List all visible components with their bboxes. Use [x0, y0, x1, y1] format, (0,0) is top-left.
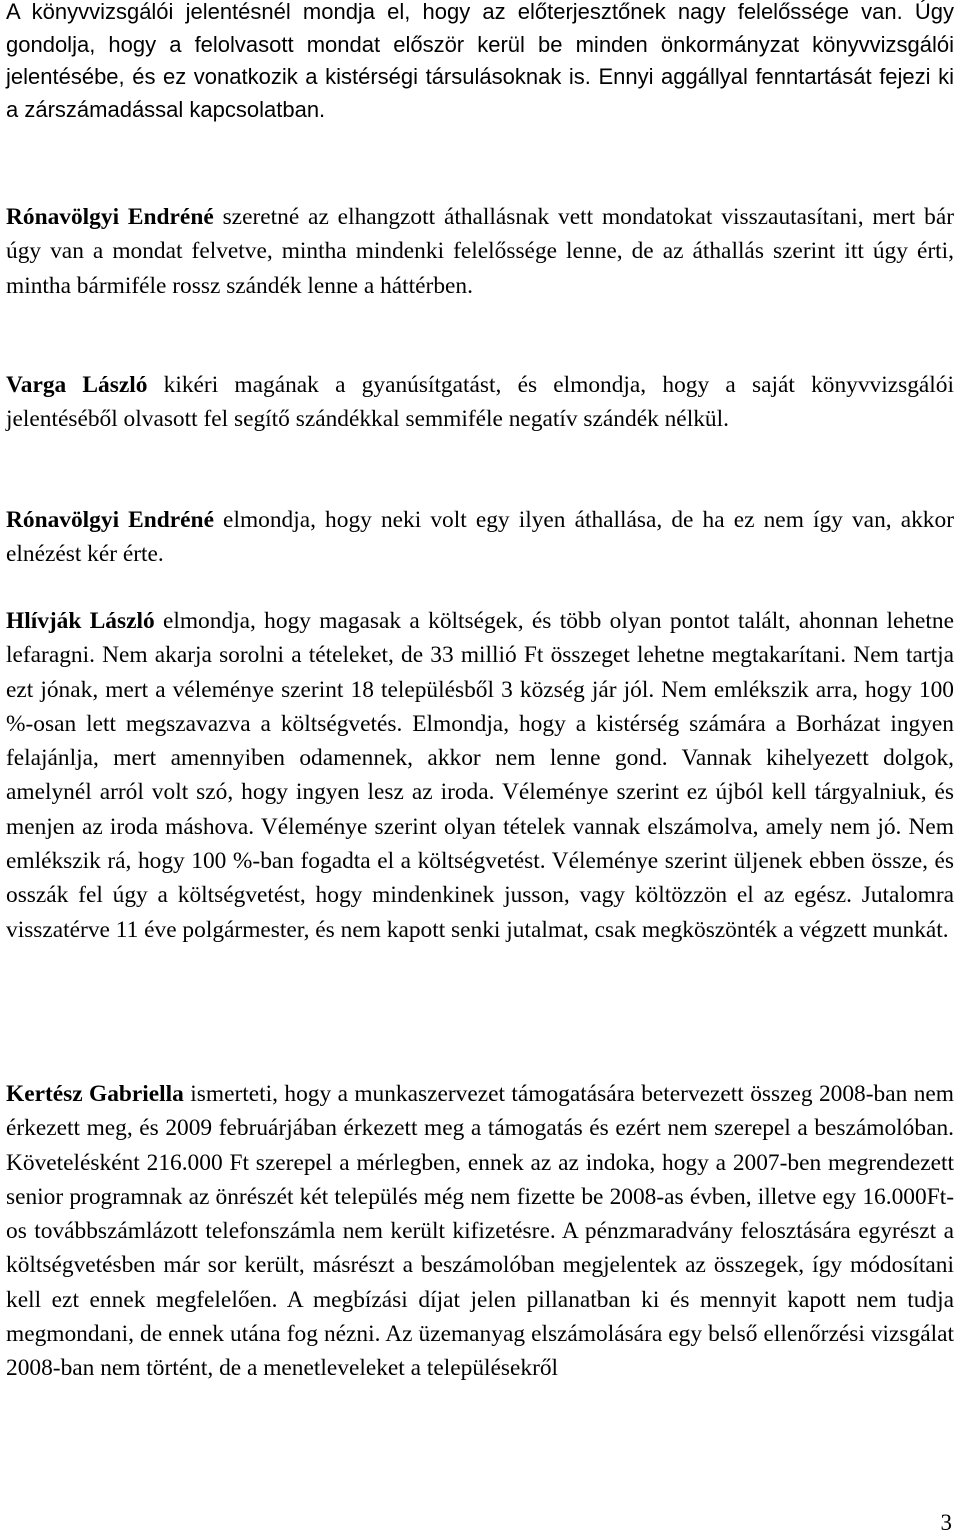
paragraph-ronavolgyi-1	[6, 200, 954, 303]
speaker-name: Kertész Gabriella	[6, 1081, 184, 1107]
speaker-name: Rónavölgyi Endréné	[6, 507, 214, 533]
paragraph-hlivjak	[6, 604, 954, 947]
speaker-name: Varga László	[6, 372, 148, 398]
page-number: 3	[940, 1510, 952, 1535]
paragraph-text: kikéri magának a gyanúsítgatást, és elmondja, hogy a saját könyvvizsgálói jelentéséből olvasott fel segítő szándékkal semmiféle negatív szándék nélkül.	[6, 372, 954, 433]
paragraph-text: szeretné az elhangzott áthallásnak vett mondatokat visszautasítani, mert bár úgy van a mondat felvetve, mintha mindenki felelőssége lenne, de az áthallás szerint itt úgy érti, mintha bármiféle rossz szándék lenne a háttérben.	[6, 204, 954, 299]
paragraph-text: ismerteti, hogy a munkaszervezet támogatására betervezett összeg 2008-ban nem érkezett meg, és 2009 februárjában érkezett meg a támogatás és ezért nem szerepel a beszámolóban. Követelésként 216.000 Ft szerepel a mérlegben, ennek az az indoka, hogy a 2007-ben megrendezett senior programnak az önrészét két település még nem fizette be 2008-as évben, illetve egy 16.000Ft-os továbbszámlázott telefonszámla nem került kifizetésre. A pénzmaradvány felosztására egyrészt a költségvetésben már sor került, másrészt a beszámolóban megjelentek az összegek, így módosítani kell ezt ennek megfelelően. A megbízási díjat jelen pillanatban ki és mennyit kapott nem tudja megmondani, de ennek utána fog nézni. Az üzemanyag elszámolására egy belső ellenőrzési vizsgálat 2008-ban nem történt, de a menetleveleket a településekről	[6, 1081, 954, 1382]
paragraph-ronavolgyi-2	[6, 503, 954, 572]
speaker-name: Rónavölgyi Endréné	[6, 204, 214, 230]
paragraph-audit-remark	[6, 0, 954, 126]
paragraph-text: elmondja, hogy magasak a költségek, és több olyan pontot talált, ahonnan lehetne lefaragni. Nem akarja sorolni a tételeket, de 33 millió Ft összeget lehetne megtakarítani. Nem tartja ezt jónak, mert a véleménye szerint 18 településből 3 község jár jól. Nem emlékszik arra, hogy 100 %-osan lett megszavazva a költségvetés. Elmondja, hogy a kistérség számára a Borházat ingyen felajánlja, mert amennyiben odamennek, akkor nem lenne gond. Vannak kihelyezett dolgok, amelynél arról volt szó, hogy ingyen lesz az iroda. Véleménye szerint ez újból kell tárgyalniuk, és menjen az iroda máshova. Véleménye szerint olyan tételek vannak elszámolva, amely nem jó. Nem emlékszik rá, hogy 100 %-ban fogadta el a költségvetést. Véleménye szerint üljenek ebben össze, és osszák fel úgy a költségvetést, hogy mindenkinek jusson, vagy költözzön el az egész. Jutalomra visszatérve 11 éve polgármester, és nem kapott senki jutalmat, csak megköszönték a végzett munkát.	[6, 608, 954, 943]
paragraph-varga	[6, 368, 954, 437]
speaker-name: Hlívják László	[6, 608, 155, 634]
paragraph-kertesz	[6, 1077, 954, 1386]
paragraph-text: elmondja, hogy neki volt egy ilyen áthallása, de ha ez nem így van, akkor elnézést kér érte.	[6, 507, 954, 568]
paragraph-text: A könyvvizsgálói jelentésnél mondja el, hogy az előterjesztőnek nagy felelőssége van. Úgy gondolja, hogy a felolvasott mondat először kerül be minden önkormányzat könyvvizsgálói jelentésébe, és ez vonatkozik a kistérségi társulásoknak is. Ennyi aggállyal fenntartását fejezi ki a zárszámadással kapcsolatban.	[6, 0, 954, 122]
